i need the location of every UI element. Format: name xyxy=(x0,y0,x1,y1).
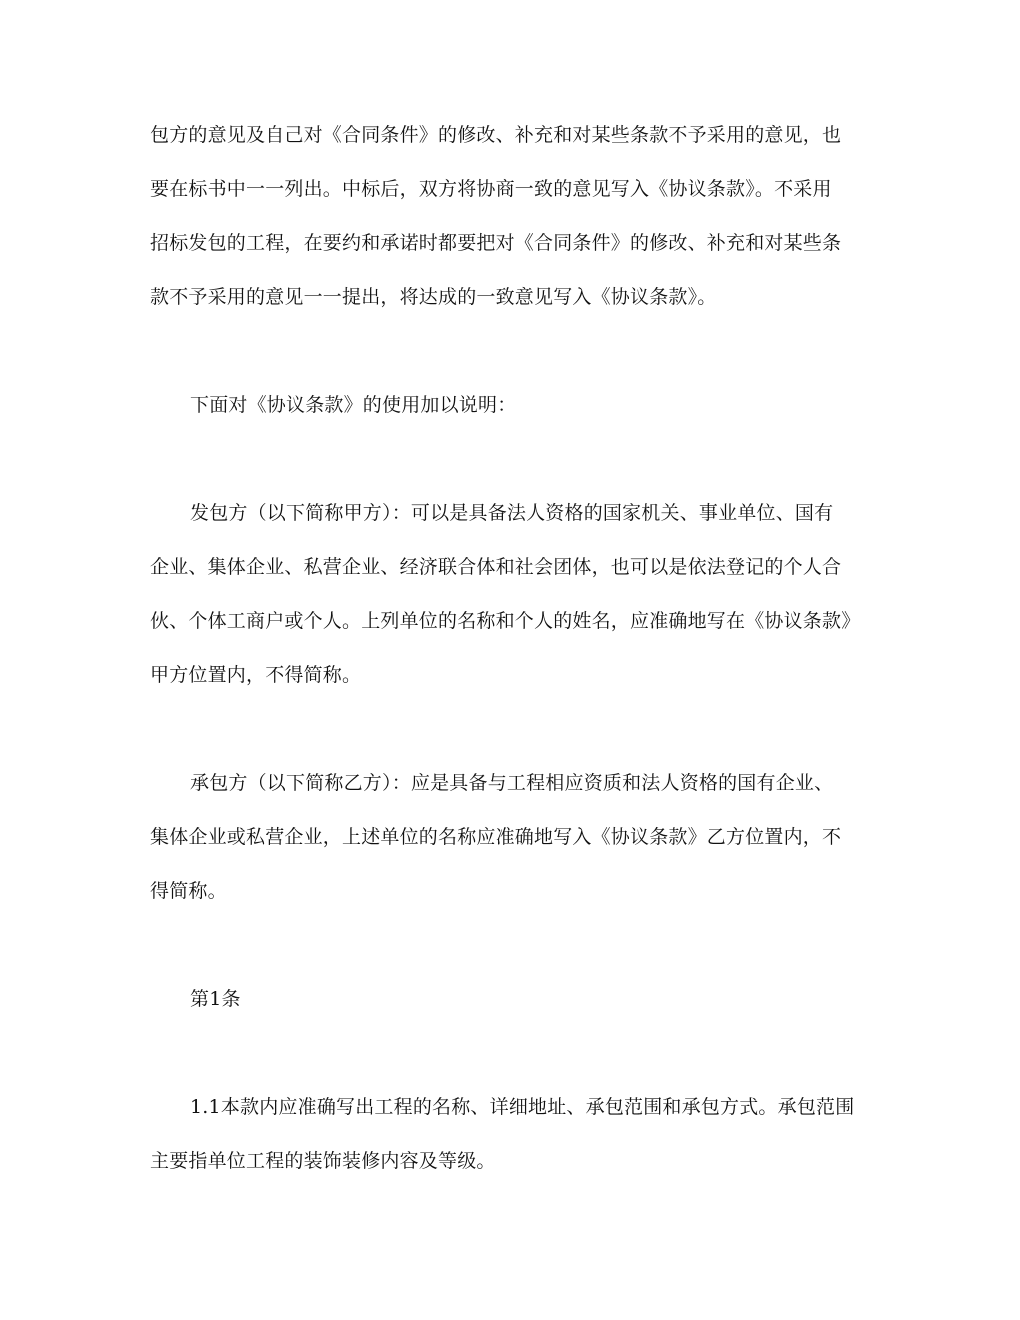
paragraph-party-a xyxy=(150,486,874,702)
paragraph-spacer xyxy=(150,702,874,756)
text-line: 得简称。 xyxy=(150,880,227,902)
text-line: 1.1本款内应准确写出工程的名称、详细地址、承包范围和承包方式。承包范围 xyxy=(190,1096,855,1118)
paragraph-continuation xyxy=(150,108,874,324)
paragraph-spacer xyxy=(150,432,874,486)
article-heading xyxy=(150,972,874,1026)
paragraph-party-b xyxy=(150,756,874,918)
text-line: 款不予采用的意见一一提出，将达成的一致意见写入《协议条款》。 xyxy=(150,286,717,308)
text-line: 集体企业或私营企业，上述单位的名称应准确地写入《协议条款》乙方位置内，不 xyxy=(150,826,842,848)
text-line: 第1条 xyxy=(190,988,241,1010)
text-line: 要在标书中一一列出。中标后，双方将协商一致的意见写入《协议条款》。不采用 xyxy=(150,178,832,200)
text-line: 招标发包的工程，在要约和承诺时都要把对《合同条件》的修改、补充和对某些条 xyxy=(150,232,842,254)
paragraph-clause-1-1 xyxy=(150,1080,874,1188)
text-line: 承包方（以下简称乙方）：应是具备与工程相应资质和法人资格的国有企业、 xyxy=(190,772,834,794)
text-line: 甲方位置内，不得简称。 xyxy=(150,664,362,686)
text-line: 主要指单位工程的装饰装修内容及等级。 xyxy=(150,1150,496,1172)
text-line: 下面对《协议条款》的使用加以说明： xyxy=(190,394,517,416)
paragraph-spacer xyxy=(150,1026,874,1080)
document-page xyxy=(150,108,874,1188)
text-line: 发包方（以下简称甲方）：可以是具备法人资格的国家机关、事业单位、国有 xyxy=(190,502,834,524)
paragraph-spacer xyxy=(150,324,874,378)
text-line: 企业、集体企业、私营企业、经济联合体和社会团体，也可以是依法登记的个人合 xyxy=(150,556,842,578)
text-line: 包方的意见及自己对《合同条件》的修改、补充和对某些条款不予采用的意见，也 xyxy=(150,124,842,146)
paragraph-intro xyxy=(150,378,874,432)
text-line: 伙、个体工商户或个人。上列单位的名称和个人的姓名，应准确地写在《协议条款》 xyxy=(150,610,861,632)
paragraph-spacer xyxy=(150,918,874,972)
